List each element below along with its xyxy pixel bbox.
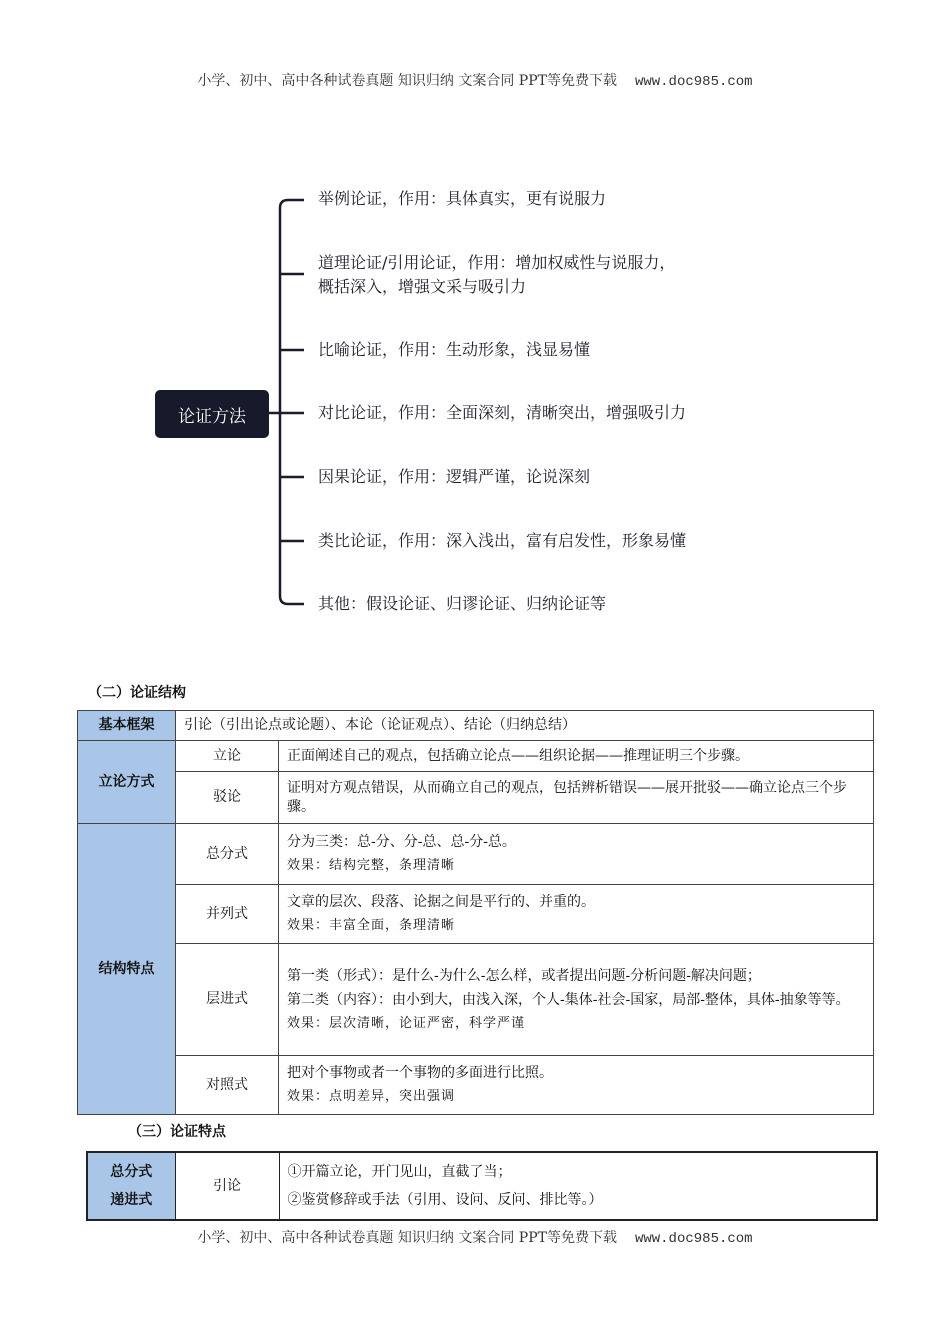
row-line: 把对个事物或者一个事物的多面进行比照。 (287, 1065, 553, 1081)
lilun-label: 立论方式 (78, 741, 176, 824)
row-text: 正面阐述自己的观点，包括确立论点——组织论据——推理证明三个步骤。 (279, 741, 874, 772)
branch-6 (318, 529, 686, 553)
mind-map (0, 170, 950, 640)
row-name: 对照式 (176, 1056, 279, 1115)
footer-text: 小学、初中、高中各种试卷真题 知识归纳 文案合同 PPT等免费下载 (197, 1230, 617, 1246)
row-effect: 效果：丰富全面，条理清晰 (287, 918, 456, 933)
feature-table (86, 1151, 878, 1221)
table-row (78, 772, 874, 824)
row-name: 层进式 (176, 944, 279, 1056)
table-row (78, 885, 874, 944)
row-line: 分为三类：总-分、分-总、总-分-总。 (287, 834, 516, 850)
mind-map-root: 论证方法 (155, 390, 269, 438)
branch-2-text-2: 概括深入，增强文采与吸引力 (318, 277, 527, 296)
table-row (78, 711, 874, 741)
row-line: 第一类（形式）：是什么-为什么-怎么样，或者提出问题-分析问题-解决问题； (287, 967, 761, 984)
header-site: www.doc985.com (634, 74, 753, 90)
branch-2 (318, 251, 675, 299)
branch-7 (318, 592, 606, 616)
structure-table (77, 710, 874, 1115)
row-effect: 效果：点明差异，突出强调 (287, 1089, 456, 1104)
branch-5-text: 因果论证，作用：逻辑严谨，论说深刻 (318, 467, 591, 486)
branch-5 (318, 465, 590, 489)
row-name: 驳论 (176, 772, 279, 824)
page-header (0, 70, 950, 90)
feature-line: ①开篇立论，开门见山，直截了当； (287, 1164, 512, 1180)
row-effect: 效果：结构完整，条理清晰 (287, 858, 456, 873)
row-line: 文章的层次、段落、论据之间是平行的、并重的。 (287, 894, 595, 910)
feature-sub: 引论 (175, 1152, 279, 1220)
section-2-title: （二）论证结构 (88, 685, 186, 701)
row-line: 第二类（内容）：由小到大，由浅入深，个人-集体-社会-国家，局部-整体，具体-抽象等等。 (287, 991, 850, 1008)
feature-label-2: 递进式 (110, 1192, 153, 1208)
feature-label (87, 1152, 175, 1220)
feature-label-1: 总分式 (110, 1164, 153, 1180)
row-text (279, 885, 874, 944)
section-3-title: （三）论证特点 (128, 1124, 226, 1140)
branch-7-text: 其他：假设论证、归谬论证、归纳论证等 (318, 594, 607, 613)
branch-3-text: 比喻论证，作用：生动形象，浅显易懂 (318, 340, 591, 359)
branch-6-text: 类比论证，作用：深入浅出，富有启发性，形象易懂 (318, 531, 687, 550)
feature-text (279, 1152, 877, 1220)
branch-4-text: 对比论证，作用：全面深刻，清晰突出，增强吸引力 (318, 403, 687, 422)
basic-label: 基本框架 (78, 711, 176, 741)
branch-3 (318, 338, 590, 362)
row-text (279, 1056, 874, 1115)
feature-line: ②鉴赏修辞或手法（引用、设问、反问、排比等。） (287, 1192, 603, 1208)
row-text: 证明对方观点错误，从而确立自己的观点，包括辨析错误——展开批驳——确立论点三个步骤。 (279, 772, 874, 824)
page-footer (0, 1227, 950, 1247)
table-row (78, 944, 874, 1056)
table-row (78, 741, 874, 772)
row-name: 并列式 (176, 885, 279, 944)
branch-1-text: 举例论证，作用：具体真实，更有说服力 (318, 189, 607, 208)
row-name: 总分式 (176, 824, 279, 885)
branch-4 (318, 401, 686, 425)
basic-text: 引论（引出论点或论题）、本论（论证观点）、结论（归纳总结） (176, 711, 874, 741)
header-text: 小学、初中、高中各种试卷真题 知识归纳 文案合同 PPT等免费下载 (197, 73, 617, 89)
row-name: 立论 (176, 741, 279, 772)
branch-1 (318, 187, 606, 211)
branch-2-text: 道理论证/引用论证，作用：增加权威性与说服力， (318, 253, 676, 272)
footer-site: www.doc985.com (634, 1231, 753, 1247)
row-effect: 效果：层次清晰，论证严密，科学严谨 (287, 1015, 526, 1031)
jiegou-label: 结构特点 (78, 824, 176, 1115)
table-row (87, 1152, 877, 1220)
row-text (279, 824, 874, 885)
table-row (78, 824, 874, 885)
table-row (78, 1056, 874, 1115)
row-text (279, 944, 874, 1056)
